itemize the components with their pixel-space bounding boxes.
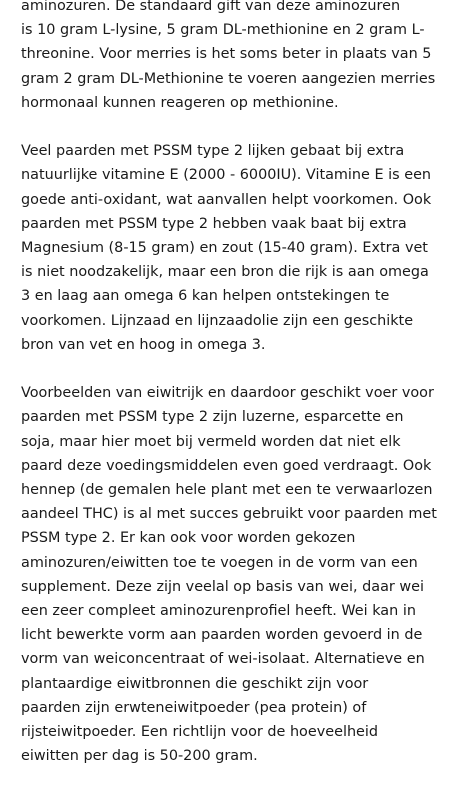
text-line: aminozuren. De standaard gift van deze aminozuren: [21, 0, 401, 14]
text-line: vorm van weiconcentraat of wei-isolaat. Alternatieve en: [21, 651, 425, 668]
text-line: plantaardige eiwitbronnen die geschikt zijn voor: [21, 675, 369, 692]
text-line: een zeer compleet aminozurenprofiel heeft. Wei kan in: [21, 603, 416, 620]
text-line: licht bewerkte vorm aan paarden worden gevoerd in de: [21, 627, 423, 644]
text-line: threonine. Voor merries is het soms beter in plaats van 5: [21, 46, 432, 63]
text-line: paarden met PSSM type 2 hebben vaak baat bij extra: [21, 215, 407, 232]
text-line: supplement. Deze zijn veelal op basis van wei, daar wei: [21, 578, 425, 595]
text-line: paard deze voedingsmiddelen even goed verdraagt. Ook: [21, 457, 432, 474]
text-line: Magnesium (8-15 gram) en zout (15-40 gram). Extra vet: [21, 240, 428, 257]
paragraph-vitamin-e: [21, 139, 457, 357]
text-line: paarden met PSSM type 2 zijn luzerne, esparcette en: [21, 409, 404, 426]
text-line: rijsteiwitpoeder. Een richtlijn voor de hoeveelheid: [21, 724, 379, 741]
article-body: [21, 0, 457, 768]
text-line: aandeel THC) is al met succes gebruikt voor paarden met: [21, 506, 437, 523]
text-line: is 10 gram L-lysine, 5 gram DL-methionine en 2 gram L-: [21, 22, 425, 39]
text-line: Voorbeelden van eiwitrijk en daardoor geschikt voer voor: [21, 385, 434, 402]
text-line: aminozuren/eiwitten toe te voegen in de vorm van een: [21, 554, 418, 571]
text-line: Veel paarden met PSSM type 2 lijken gebaat bij extra: [21, 143, 405, 160]
text-line: 3 en laag aan omega 6 kan helpen ontstekingen te: [21, 288, 390, 305]
text-line: is niet noodzakelijk, maar een bron die rijk is aan omega: [21, 264, 429, 281]
text-line: PSSM type 2. Er kan ook voor worden gekozen: [21, 530, 356, 547]
text-line: voorkomen. Lijnzaad en lijnzaadolie zijn een geschikte: [21, 312, 414, 329]
text-line: soja, maar hier moet bij vermeld worden dat niet elk: [21, 433, 401, 450]
text-line: hormonaal kunnen reageren op methionine.: [21, 94, 339, 111]
text-line: bron van vet en hoog in omega 3.: [21, 336, 266, 353]
text-line: gram 2 gram DL-Methionine te voeren aangezien merries: [21, 70, 436, 87]
paragraph-protein-feed: [21, 381, 457, 768]
paragraph-amino-acids: [21, 0, 457, 115]
text-line: hennep (de gemalen hele plant met een te verwaarlozen: [21, 482, 433, 499]
text-line: natuurlijke vitamine E (2000 - 6000IU). Vitamine E is een: [21, 167, 432, 184]
text-line: eiwitten per dag is 50-200 gram.: [21, 748, 258, 765]
text-line: goede anti-oxidant, wat aanvallen helpt voorkomen. Ook: [21, 191, 432, 208]
text-line: paarden zijn erwteneiwitpoeder (pea protein) of: [21, 699, 367, 716]
